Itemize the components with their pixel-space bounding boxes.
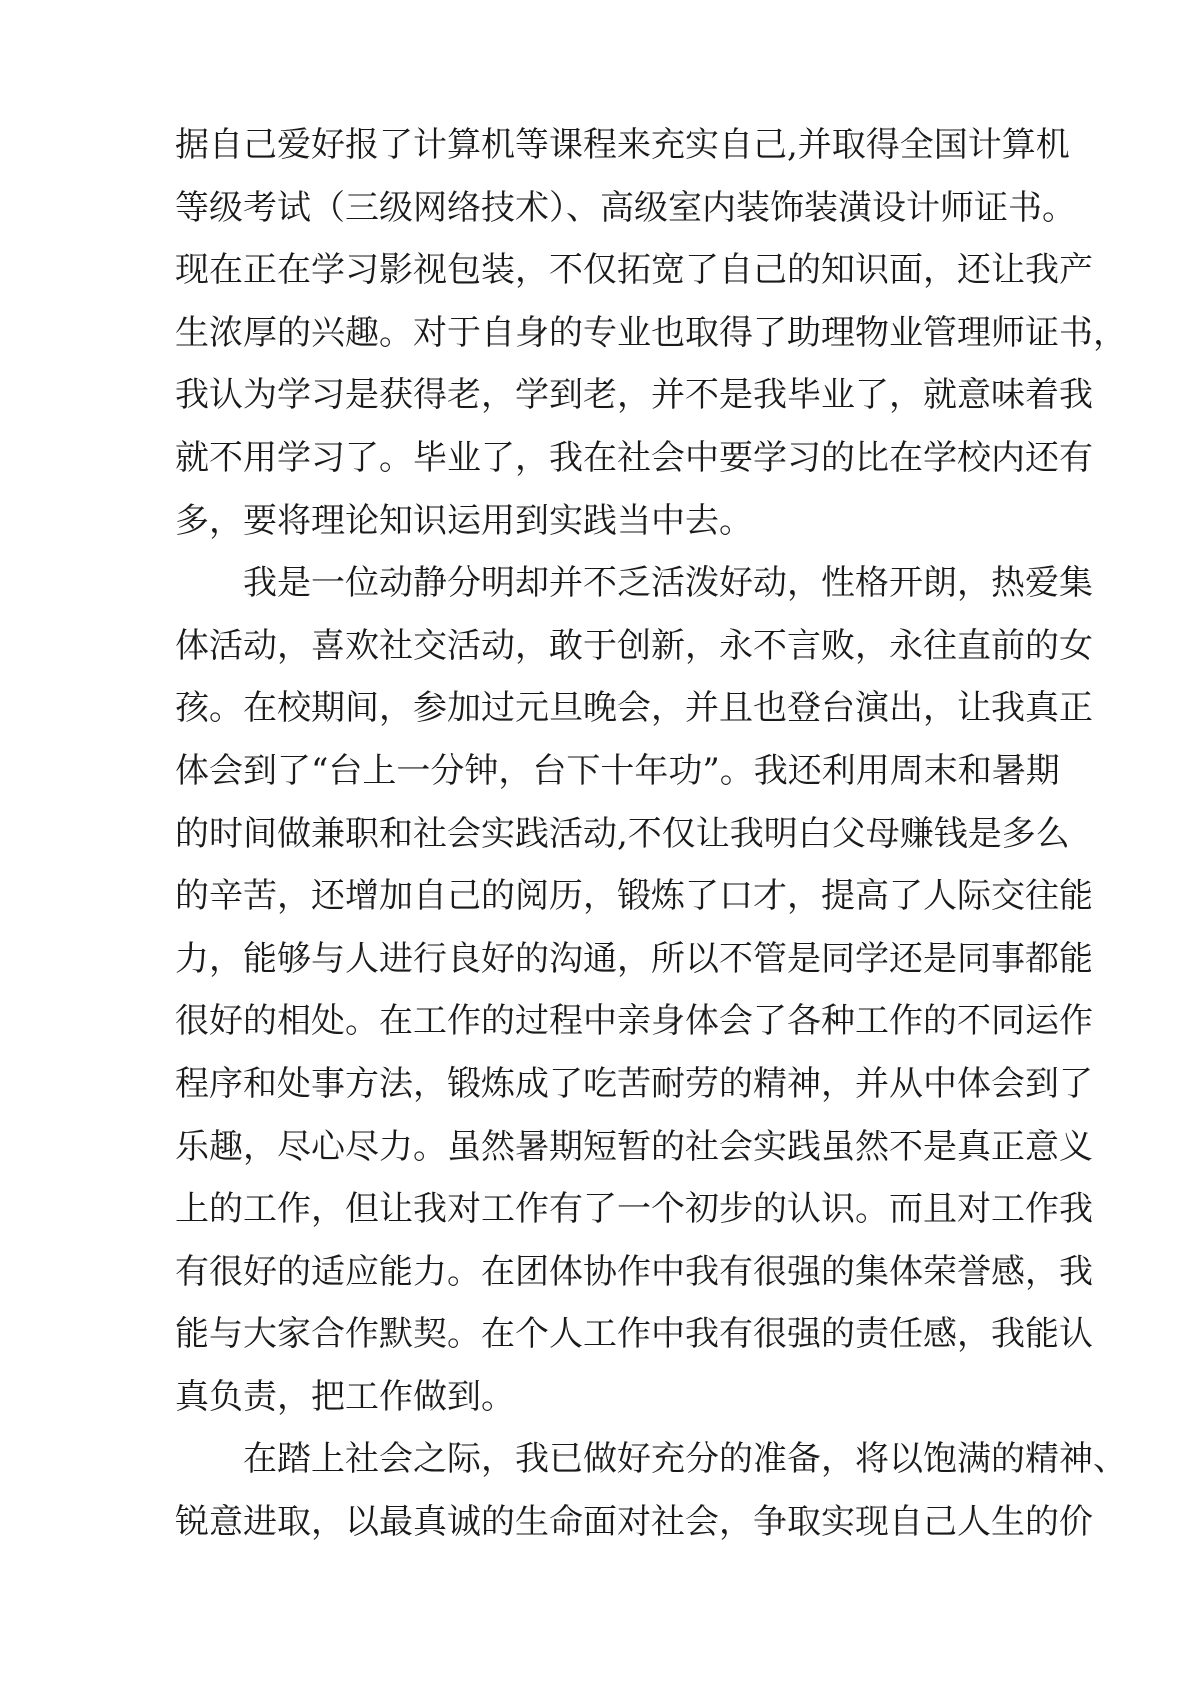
text-line: 能与大家合作默契。在个人工作中我有很强的责任感，我能认: [175, 1314, 1093, 1355]
text-line: 生浓厚的兴趣。对于自身的专业也取得了助理物业管理师证书，: [175, 312, 1127, 353]
text-line: 有很好的适应能力。在团体协作中我有很强的集体荣誉感，我: [175, 1251, 1093, 1292]
text-line: 我是一位动静分明却并不乏活泼好动，性格开朗，热爱集: [243, 563, 1093, 604]
text-line: 真负责，把工作做到。: [175, 1376, 515, 1417]
text-line: 多，要将理论知识运用到实践当中去。: [175, 500, 753, 541]
text-line: 的辛苦，还增加自己的阅历，锻炼了口才，提高了人际交往能: [175, 876, 1093, 917]
text-line: 程序和处事方法，锻炼成了吃苦耐劳的精神，并从中体会到了: [175, 1063, 1093, 1104]
text-line: 等级考试（三级网络技术）、高级室内装饰装潢设计师证书。: [175, 187, 1076, 228]
text-line: 孩。在校期间，参加过元旦晚会，并且也登台演出，让我真正: [175, 688, 1093, 729]
text-line: 体会到了“台上一分钟，台下十年功”。我还利用周末和暑期: [175, 750, 1060, 791]
text-line: 体活动，喜欢社交活动，敢于创新，永不言败，永往直前的女: [175, 625, 1093, 666]
text-line: 我认为学习是获得老，学到老，并不是我毕业了，就意味着我: [175, 375, 1093, 416]
text-line: 力，能够与人进行良好的沟通，所以不管是同学还是同事都能: [175, 938, 1093, 979]
text-line: 就不用学习了。毕业了，我在社会中要学习的比在学校内还有: [175, 437, 1093, 478]
text-line: 的时间做兼职和社会实践活动,不仅让我明白父母赚钱是多么: [175, 813, 1070, 854]
text-line: 很好的相处。在工作的过程中亲身体会了各种工作的不同运作: [175, 1001, 1093, 1042]
text-line: 据自己爱好报了计算机等课程来充实自己,并取得全国计算机: [175, 125, 1070, 165]
text-line: 上的工作，但让我对工作有了一个初步的认识。而且对工作我: [175, 1189, 1093, 1230]
text-line: 锐意进取，以最真诚的生命面对社会，争取实现自己人生的价: [175, 1502, 1093, 1543]
text-line: 在踏上社会之际，我已做好充分的准备，将以饱满的精神、: [243, 1439, 1127, 1480]
text-line: 现在正在学习影视包装，不仅拓宽了自己的知识面，还让我产: [175, 250, 1093, 291]
text-line: 乐趣，尽心尽力。虽然暑期短暂的社会实践虽然不是真正意义: [175, 1126, 1093, 1167]
document-body-text: [175, 114, 1127, 1554]
